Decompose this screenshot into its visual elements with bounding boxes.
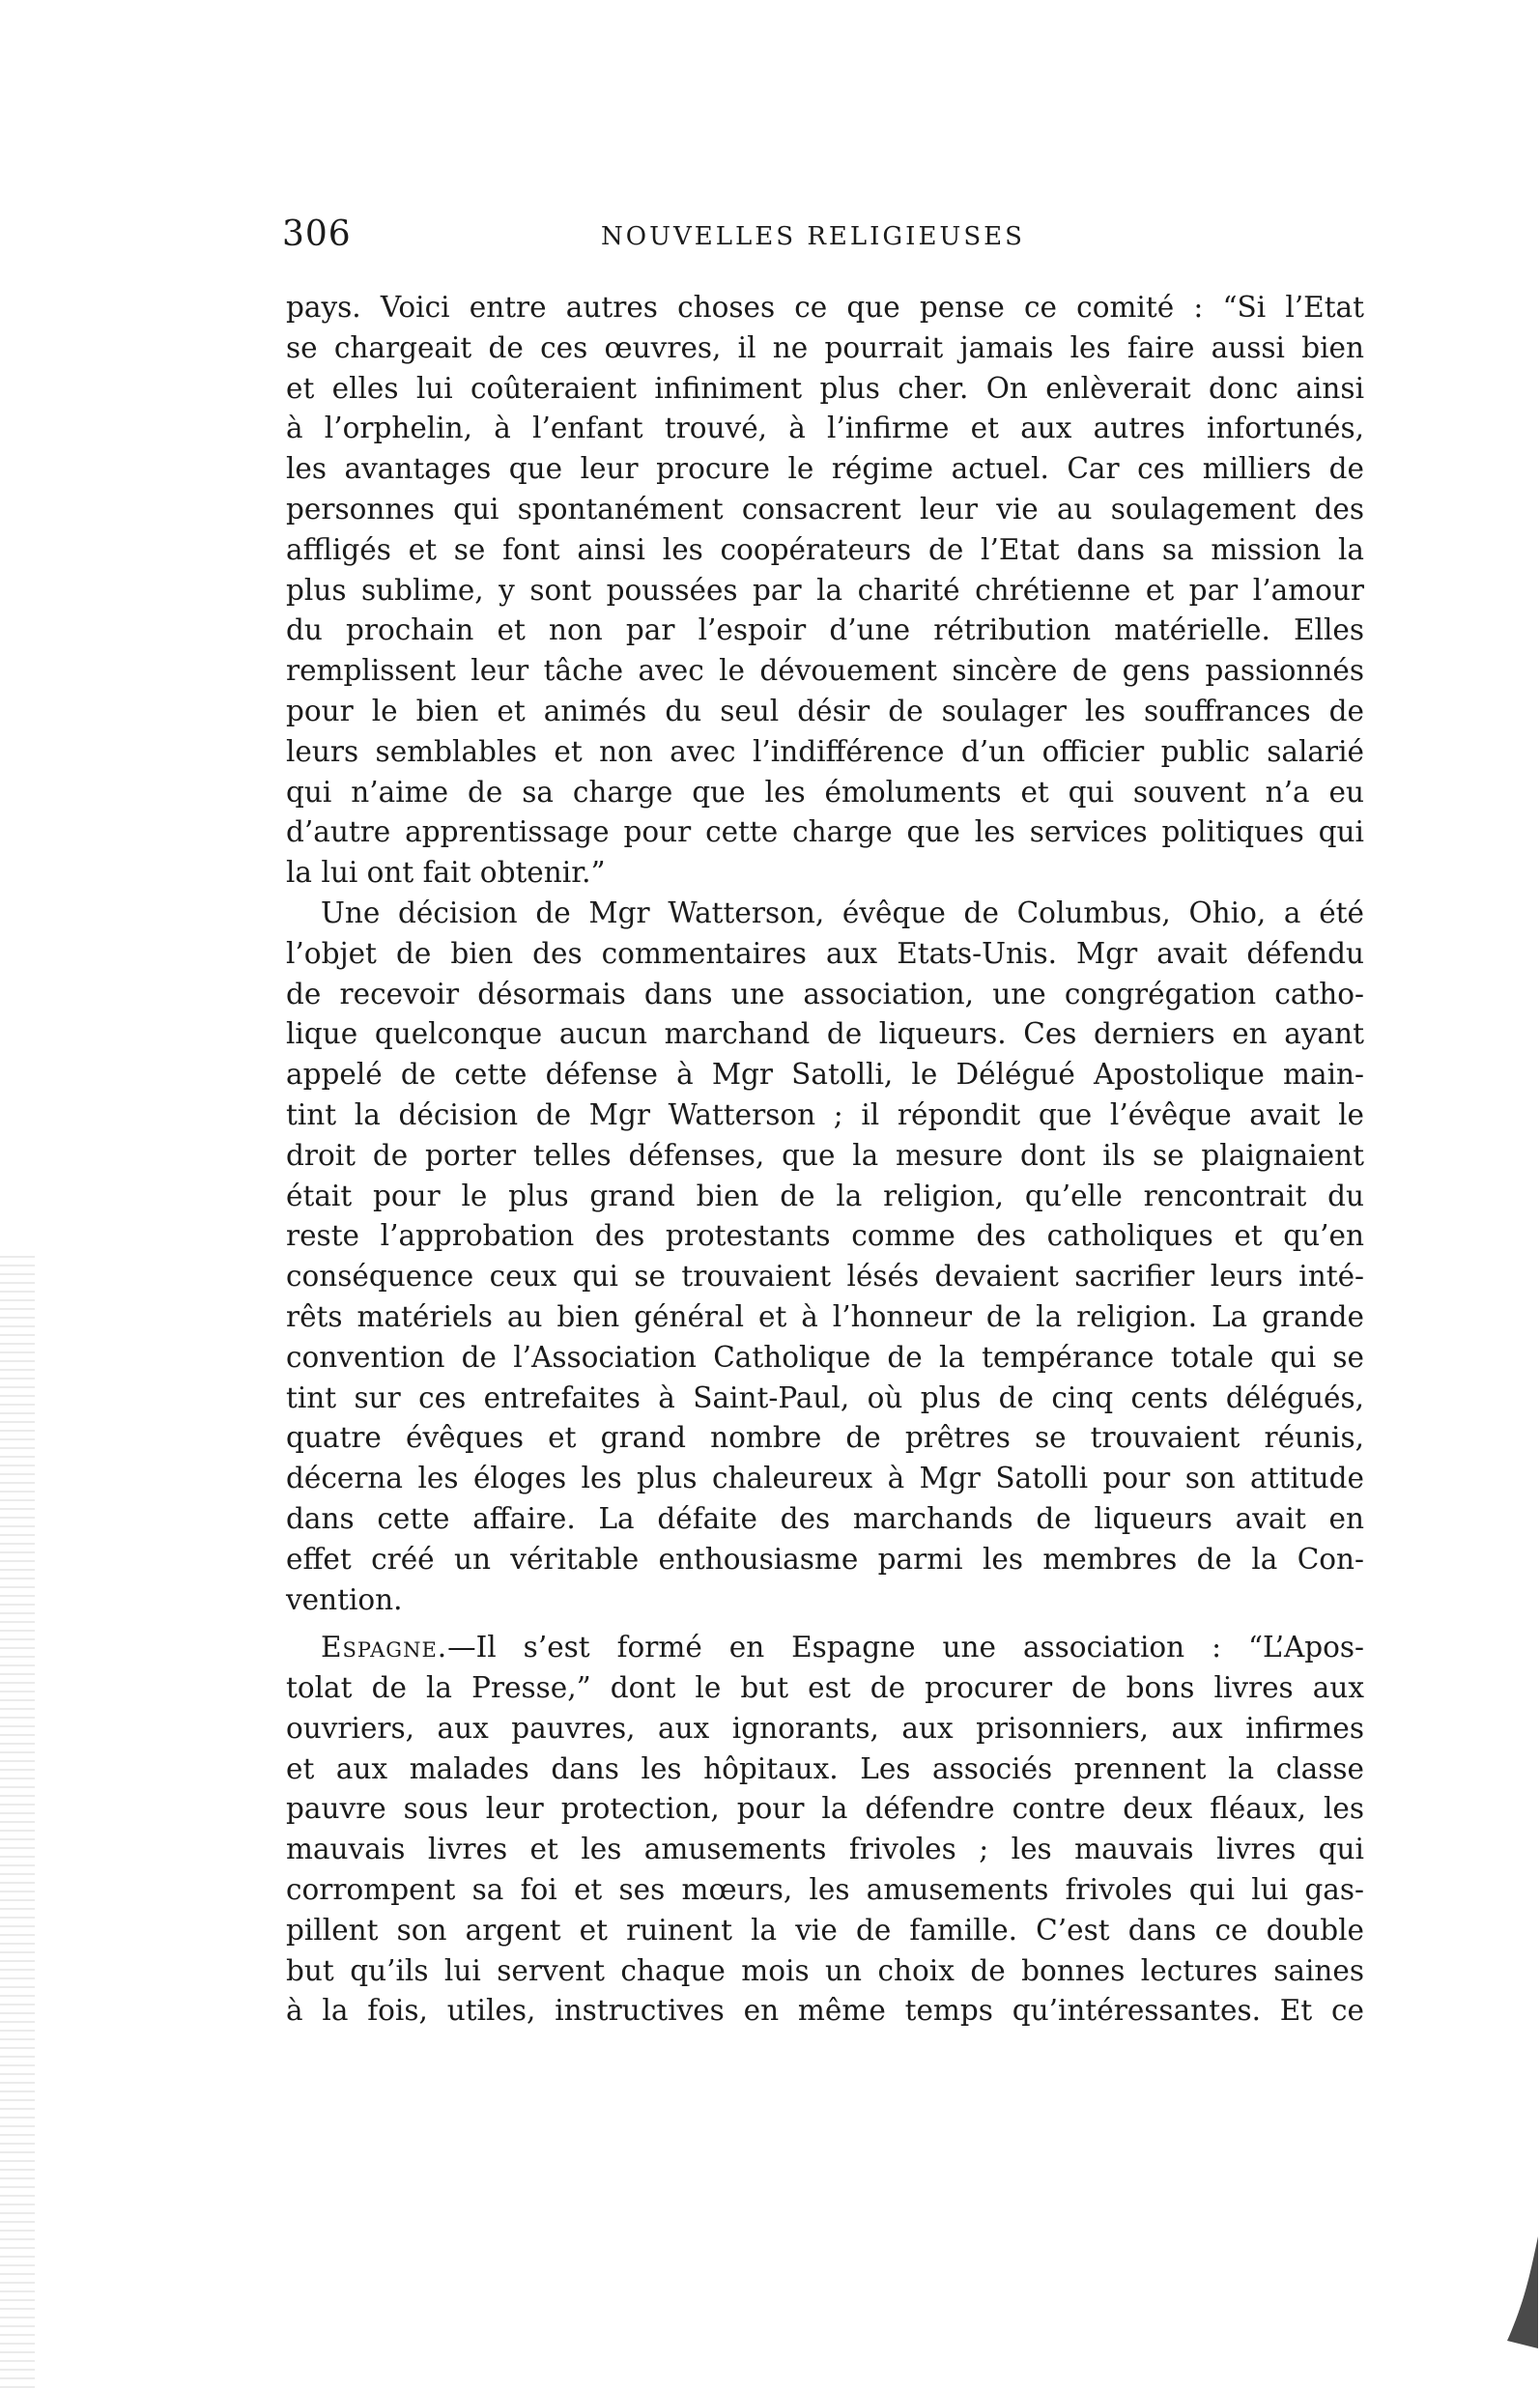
text-line: affligés et se font ainsi les coopérateurs de l’Etat dans sa mission la [286, 532, 1364, 566]
text-line: appelé de cette défense à Mgr Satolli, le Délégué Apostolique main- [286, 1058, 1364, 1092]
page-number: 306 [282, 214, 352, 254]
text-line: décerna les éloges les plus chaleureux à Mgr Satolli pour son attitude [286, 1462, 1364, 1495]
text-line: pays. Voici entre autres choses ce que pense ce comité : “Si l’Etat [286, 291, 1364, 324]
text-line-rest: —Il s’est formé en Espagne une association : “L’Apos- [447, 1631, 1364, 1664]
text-line: qui n’aime de sa charge que les émoluments et qui souvent n’a eu [286, 775, 1364, 809]
text-line: plus sublime, y sont poussées par la charité chrétienne et par l’amour [286, 573, 1364, 607]
text-line: vention. [286, 1582, 403, 1616]
text-line: mauvais livres et les amusements frivoles ; les mauvais livres qui [286, 1833, 1364, 1866]
text-line: pour le bien et animés du seul désir de soulager les souffrances de [286, 694, 1364, 727]
text-line: rêts matériels au bien général et à l’honneur de la religion. La grande [286, 1299, 1364, 1333]
text-line: conséquence ceux qui se trouvaient lésés devaient sacrifier leurs inté- [286, 1260, 1364, 1294]
text-line: la lui ont fait obtenir.” [286, 856, 606, 890]
text-line: lique quelconque aucun marchand de liqueurs. Ces derniers en ayant [286, 1017, 1364, 1051]
paragraph-2 [286, 894, 1364, 1620]
page-header [282, 214, 1364, 261]
text-line: du prochain et non par l’espoir d’une rétribution matérielle. Elles [286, 613, 1364, 647]
text-line: se chargeait de ces œuvres, il ne pourrait jamais les faire aussi bien [286, 330, 1364, 364]
text-line: quatre évêques et grand nombre de prêtres se trouvaient réunis, [286, 1421, 1364, 1455]
text-line: tint sur ces entrefaites à Saint-Paul, où plus de cinq cents délégués, [286, 1380, 1364, 1414]
text-line: pauvre sous leur protection, pour la défendre contre deux fléaux, les [286, 1792, 1364, 1826]
text-line: d’autre apprentissage pour cette charge que les services politiques qui [286, 815, 1364, 849]
text-line: l’objet de bien des commentaires aux Etats-Unis. Mgr avait défendu [286, 936, 1364, 970]
text-line: à la fois, utiles, instructives en même temps qu’intéressantes. Et ce [286, 1994, 1364, 2028]
text-line: personnes qui spontanément consacrent leur vie au soulagement des [286, 492, 1364, 526]
text-line: et aux malades dans les hôpitaux. Les associés prennent la classe [286, 1751, 1364, 1785]
paragraph-1 [286, 288, 1364, 894]
text-line: les avantages que leur procure le régime actuel. Car ces milliers de [286, 452, 1364, 486]
text-line: Une décision de Mgr Watterson, évêque de Columbus, Ohio, a été [321, 896, 1364, 929]
text-line: dans cette affaire. La défaite des marchands de liqueurs avait en [286, 1501, 1364, 1535]
text-line: leurs semblables et non avec l’indifférence d’un officier public salarié [286, 734, 1364, 768]
text-line: remplissent leur tâche avec le dévouement sincère de gens passionnés [286, 654, 1364, 688]
paragraph-3 [286, 1628, 1364, 2032]
text-line: pillent son argent et ruinent la vie de famille. C’est dans ce double [286, 1913, 1364, 1947]
scan-margin-artifact [0, 1256, 35, 2389]
section-lead: Espagne. [321, 1631, 448, 1664]
text-line: de recevoir désormais dans une association, une congrégation catho- [286, 977, 1364, 1010]
text-line: convention de l’Association Catholique de la tempérance totale qui se [286, 1340, 1364, 1374]
text-line: tint la décision de Mgr Watterson ; il répondit que l’évêque avait le [286, 1097, 1364, 1131]
text-line: reste l’approbation des protestants comme des catholiques et qu’en [286, 1219, 1364, 1253]
text-line: but qu’ils lui servent chaque mois un choix de bonnes lectures saines [286, 1953, 1364, 1987]
text-line: corrompent sa foi et ses mœurs, les amusements frivoles qui lui gas- [286, 1873, 1364, 1907]
paragraph-gap [286, 1620, 1364, 1628]
text-line: ouvriers, aux pauvres, aux ignorants, aux prisonniers, aux infirmes [286, 1711, 1364, 1745]
text-line: tolat de la Presse,” dont le but est de procurer de bons livres aux [286, 1671, 1364, 1705]
page-corner-mark [1503, 2234, 1540, 2350]
body-text [286, 288, 1364, 2032]
text-line: et elles lui coûteraient infiniment plus cher. On enlèverait donc ainsi [286, 371, 1364, 405]
running-title: NOUVELLES RELIGIEUSES [601, 222, 1025, 251]
text-line: droit de porter telles défenses, que la mesure dont ils se plaignaient [286, 1138, 1364, 1172]
text-line: était pour le plus grand bien de la religion, qu’elle rencontrait du [286, 1179, 1364, 1212]
text-line: à l’orphelin, à l’enfant trouvé, à l’infirme et aux autres infortunés, [286, 412, 1364, 445]
text-line: effet créé un véritable enthousiasme parmi les membres de la Con- [286, 1542, 1364, 1576]
text-line [286, 1628, 1364, 1668]
